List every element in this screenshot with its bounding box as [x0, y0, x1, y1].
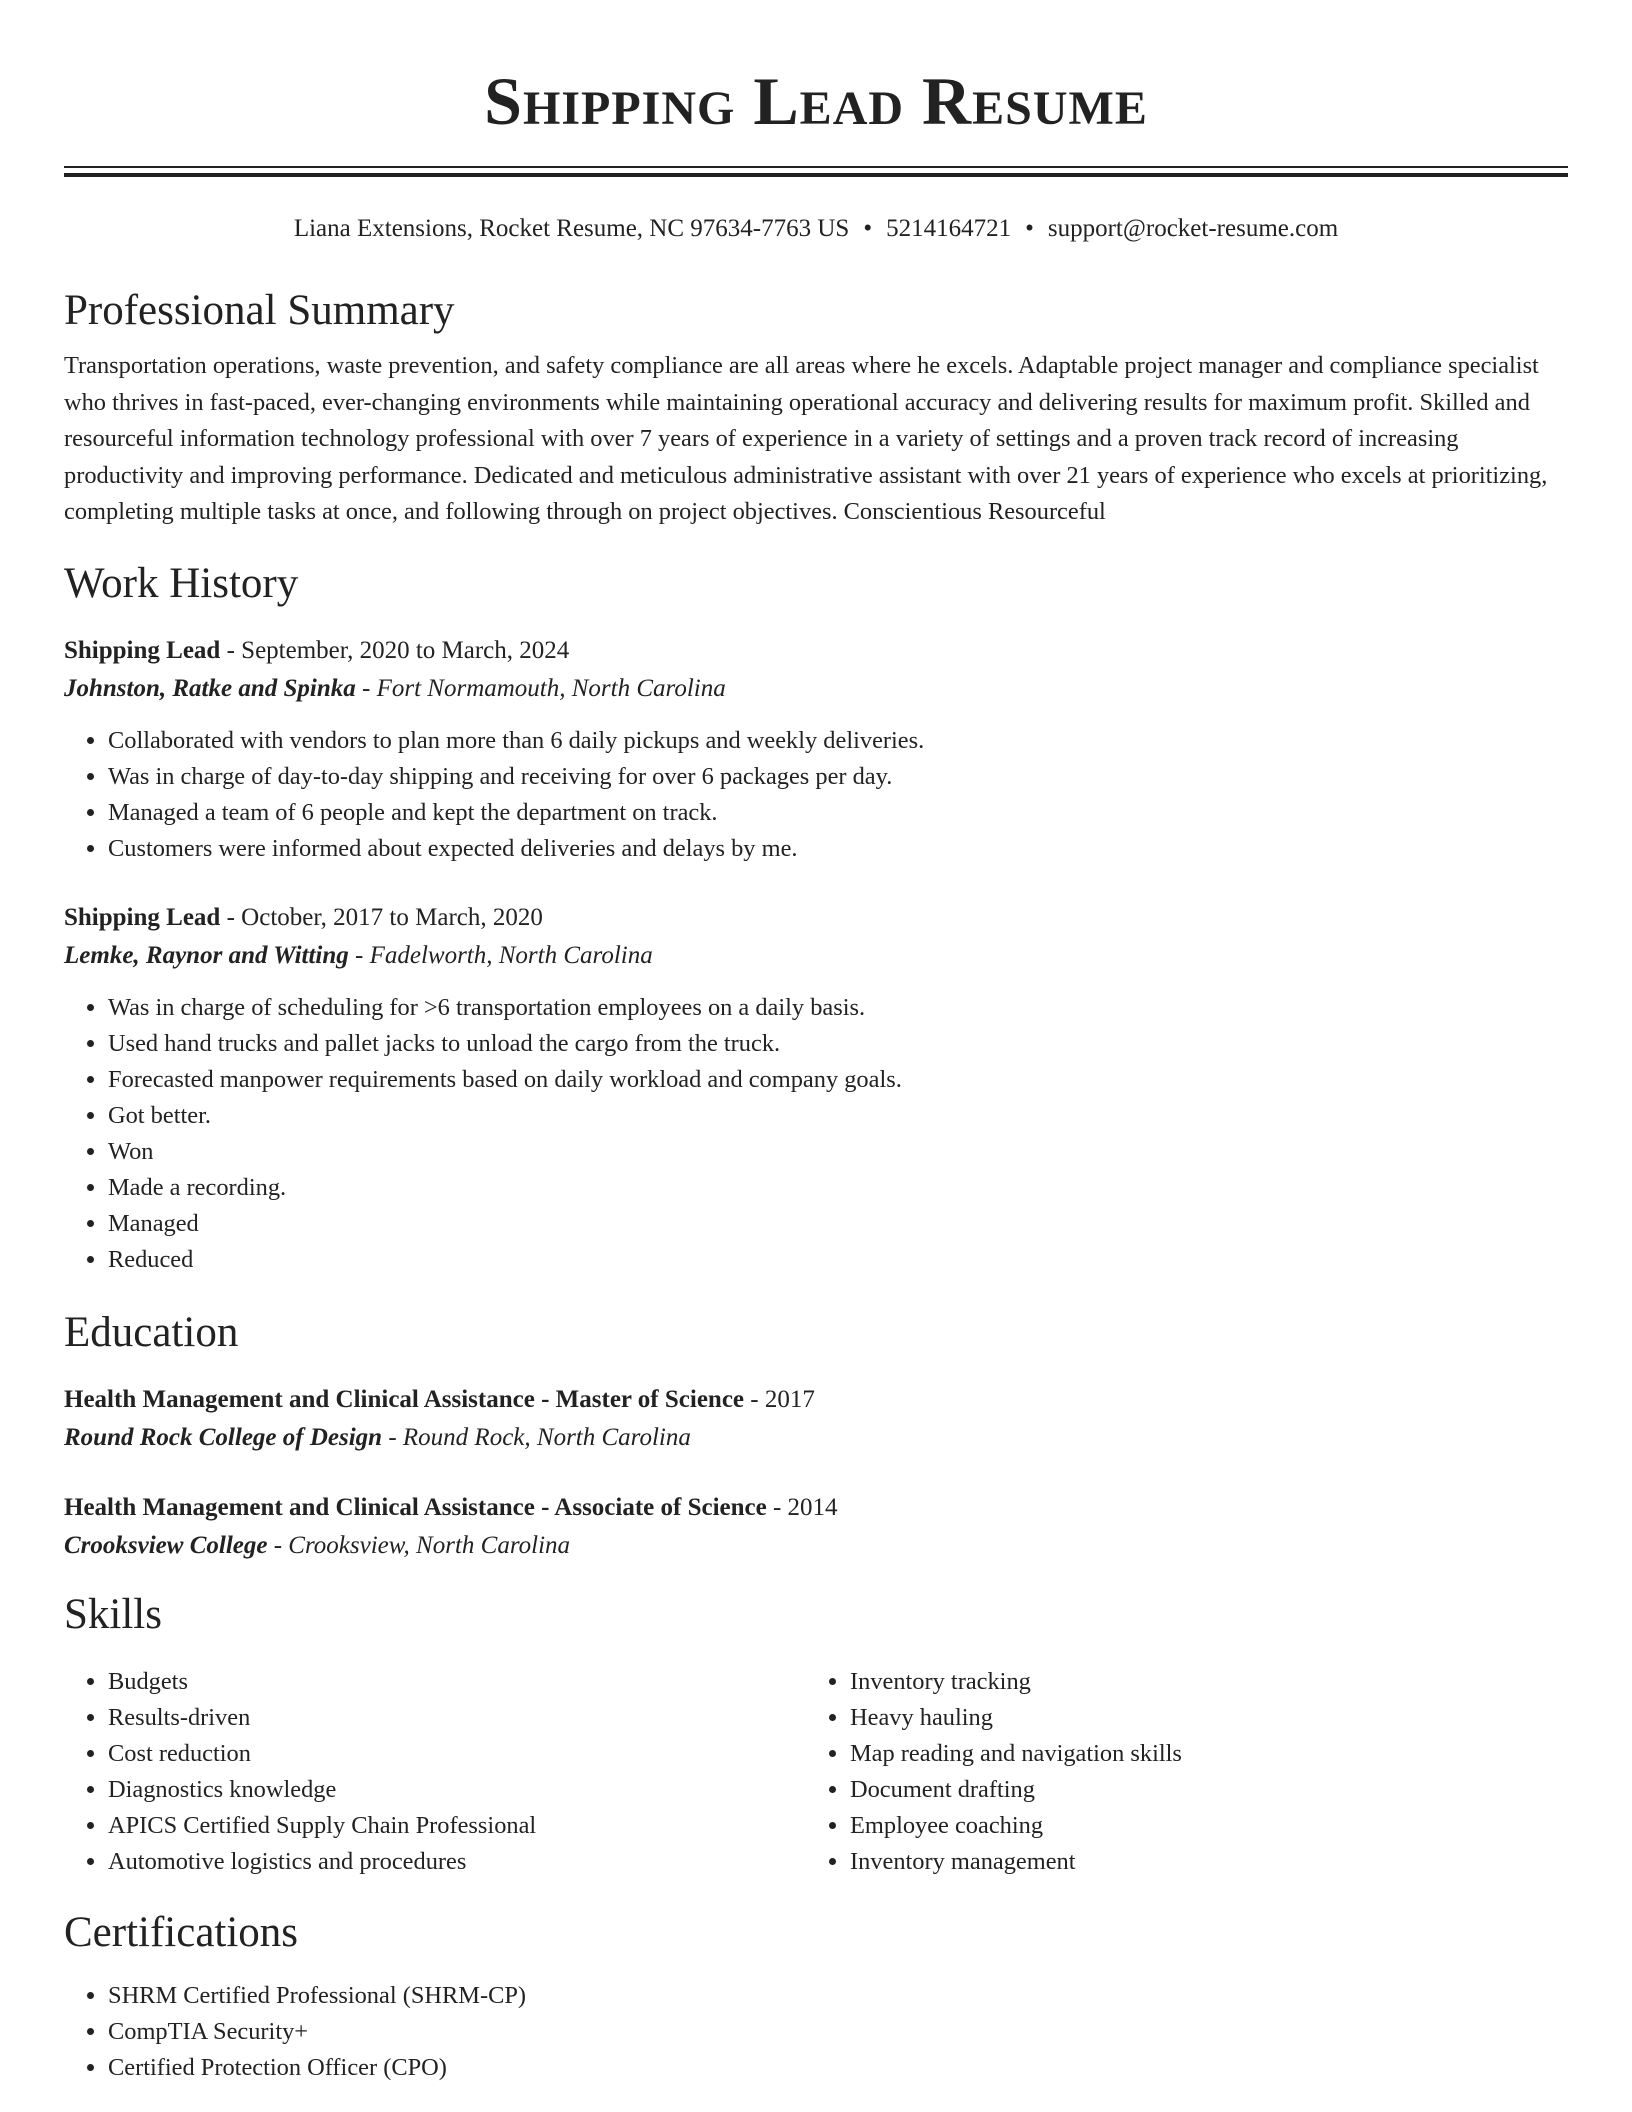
skill-item: • Map reading and navigation skills — [850, 1736, 1568, 1772]
job-bullets — [64, 723, 1568, 867]
contact-phone: 5214164721 — [886, 215, 1012, 242]
job-location: - Fort Normamouth, North Carolina — [355, 674, 726, 702]
education-degree-line — [64, 1382, 1568, 1418]
list-item: • Made a recording. — [108, 1170, 1568, 1206]
skill-item: • Cost reduction — [108, 1736, 806, 1772]
contact-separator: • — [1025, 215, 1034, 242]
skill-item: • Automotive logistics and procedures — [108, 1844, 806, 1880]
section-heading-certifications: Certifications — [64, 1908, 299, 1956]
certifications-list — [64, 1978, 1568, 2086]
section-heading-education: Education — [64, 1308, 239, 1356]
certification-item: • SHRM Certified Professional (SHRM-CP) — [108, 1978, 1568, 2014]
education-school-line — [64, 1528, 1568, 1564]
job-bullets — [64, 990, 1568, 1278]
education-degree: Health Management and Clinical Assistance - Associate of Science — [64, 1493, 767, 1521]
list-item: • Used hand trucks and pallet jacks to unload the cargo from the truck. — [108, 1026, 1568, 1062]
certification-item: • CompTIA Security+ — [108, 2014, 1568, 2050]
education-year: - 2014 — [766, 1493, 838, 1521]
job-company: Lemke, Raynor and Witting — [64, 941, 349, 969]
job-location: - Fadelworth, North Carolina — [348, 941, 653, 969]
list-item: • Got better. — [108, 1098, 1568, 1134]
certification-item: • Certified Protection Officer (CPO) — [108, 2050, 1568, 2086]
section-heading-skills: Skills — [64, 1590, 162, 1638]
education-school: Round Rock College of Design — [64, 1423, 383, 1451]
job-company-line — [64, 671, 1568, 707]
job-title-line — [64, 900, 1568, 936]
job-company-line — [64, 938, 1568, 974]
contact-email: support@rocket-resume.com — [1047, 215, 1339, 242]
education-entry — [64, 1382, 1568, 1456]
skills-grid — [64, 1664, 1568, 1880]
education-school: Crooksview College — [64, 1531, 268, 1559]
summary-text: Transportation operations, waste prevention, and safety compliance are all areas where he excels. Adaptable project manager and compliance specialist who thrives in fast-paced, ever-changing environments while maintaining operational accuracy and delivering results for maximum profit. Skilled and resourceful information technology professional with over 7 years of experience in a variety of settings and a proven track record of increasing productivity and improving performance. Dedicated and meticulous administrative assistant with over 21 years of experience who excels at prioritizing, completing multiple tasks at once, and following through on project objectives. Conscientious Resourceful — [64, 352, 1548, 526]
section-heading-work-history: Work History — [64, 559, 299, 607]
skill-item: • Budgets — [108, 1664, 806, 1700]
education-location: - Crooksview, North Carolina — [267, 1531, 571, 1559]
title-divider — [64, 166, 1568, 177]
education-degree: Health Management and Clinical Assistance - Master of Science — [64, 1385, 745, 1413]
education-year: - 2017 — [744, 1385, 815, 1413]
page-title: Shipping Lead Resume — [484, 63, 1148, 139]
list-item: • Forecasted manpower requirements based on daily workload and company goals. — [108, 1062, 1568, 1098]
contact-address: Liana Extensions, Rocket Resume, NC 97634-7763 US — [293, 215, 850, 242]
list-item: • Managed a team of 6 people and kept the department on track. — [108, 795, 1568, 831]
skill-item: • Document drafting — [850, 1772, 1568, 1808]
skill-item: • Inventory tracking — [850, 1664, 1568, 1700]
job-title: Shipping Lead — [64, 903, 221, 931]
skill-item: • APICS Certified Supply Chain Professional — [108, 1808, 806, 1844]
job-entry — [64, 900, 1568, 1278]
list-item: • Was in charge of scheduling for >6 transportation employees on a daily basis. — [108, 990, 1568, 1026]
contact-separator: • — [863, 215, 873, 242]
section-heading-summary: Professional Summary — [64, 287, 455, 334]
job-dates: - September, 2020 to March, 2024 — [220, 636, 570, 664]
contact-line — [64, 212, 1568, 246]
education-school-line — [64, 1420, 1568, 1456]
list-item: • Reduced — [108, 1242, 1568, 1278]
job-dates: - October, 2017 to March, 2020 — [220, 903, 543, 931]
education-degree-line — [64, 1490, 1568, 1526]
skill-item: • Heavy hauling — [850, 1700, 1568, 1736]
list-item: • Managed — [108, 1206, 1568, 1242]
job-title: Shipping Lead — [64, 636, 221, 664]
skill-item: • Diagnostics knowledge — [108, 1772, 806, 1808]
list-item: • Was in charge of day-to-day shipping and receiving for over 6 packages per day. — [108, 759, 1568, 795]
list-item: • Collaborated with vendors to plan more than 6 daily pickups and weekly deliveries. — [108, 723, 1568, 759]
skills-column-left — [64, 1664, 806, 1880]
skill-item: • Results-driven — [108, 1700, 806, 1736]
job-entry — [64, 633, 1568, 867]
list-item: • Customers were informed about expected deliveries and delays by me. — [108, 831, 1568, 867]
skills-column-right — [806, 1664, 1568, 1880]
job-company: Johnston, Ratke and Spinka — [64, 674, 356, 702]
skill-item: • Employee coaching — [850, 1808, 1568, 1844]
job-title-line — [64, 633, 1568, 669]
education-location: - Round Rock, North Carolina — [382, 1423, 691, 1451]
skill-item: • Inventory management — [850, 1844, 1568, 1880]
list-item: • Won — [108, 1134, 1568, 1170]
education-entry — [64, 1490, 1568, 1564]
